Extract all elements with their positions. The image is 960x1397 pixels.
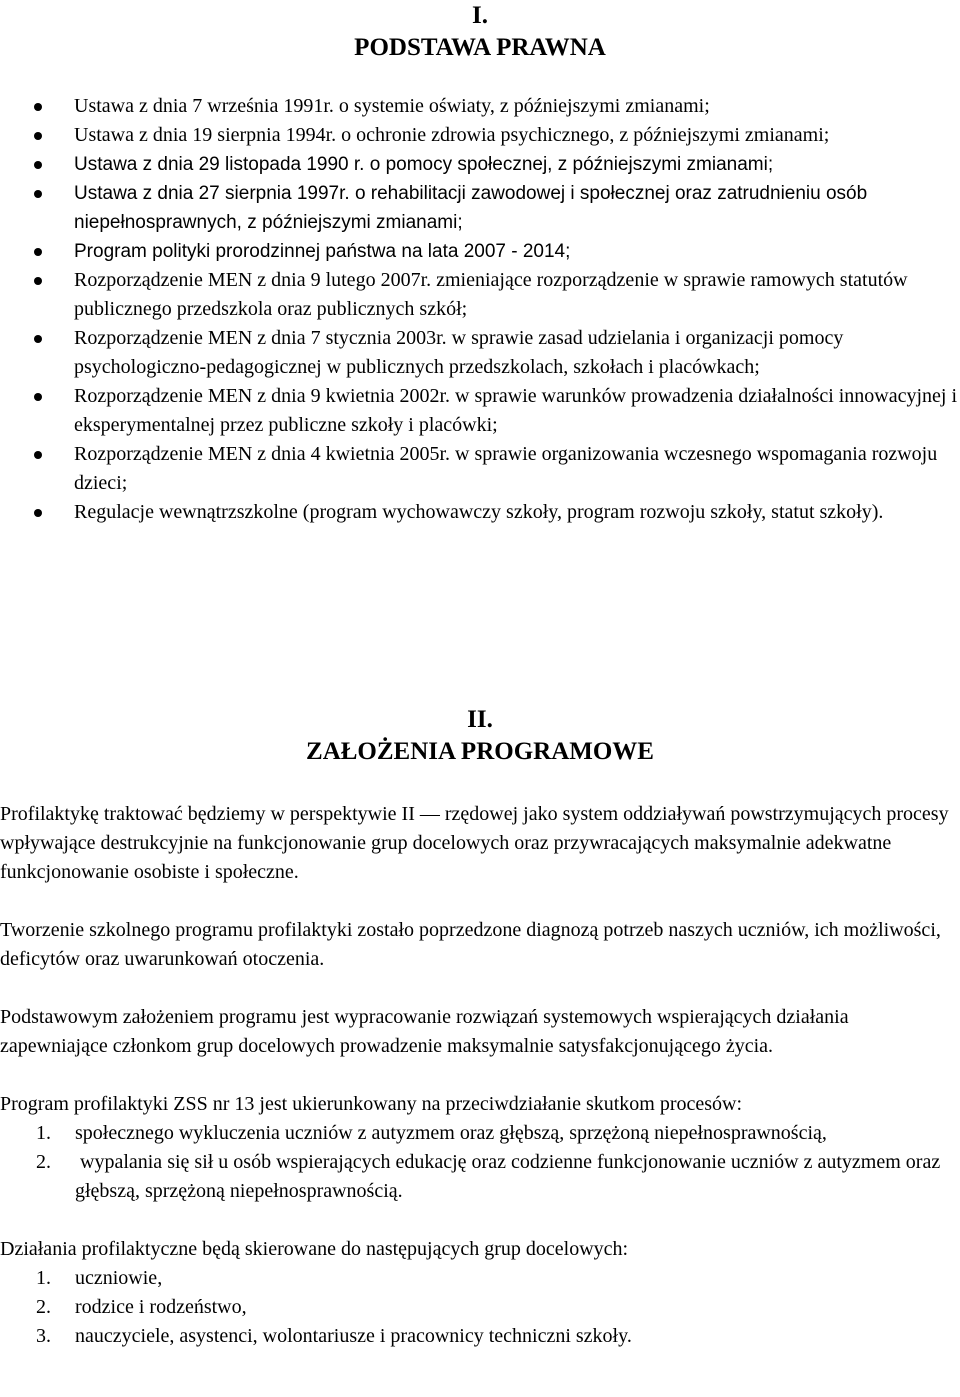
legal-basis-list: [0, 92, 960, 527]
target-groups-list: [0, 1264, 960, 1351]
list-item: Rozporządzenie MEN z dnia 9 lutego 2007r. zmieniające rozporządzenie w sprawie ramowych statutów publicznego przedszkola oraz publicznych szkół;: [0, 266, 960, 324]
bullet-icon: [34, 451, 42, 459]
list-item: Ustawa z dnia 7 września 1991r. o systemie oświaty, z późniejszymi zmianami;: [0, 92, 960, 121]
list-item: Rozporządzenie MEN z dnia 4 kwietnia 2005r. w sprawie organizowania wczesnego wspomagania rozwoju dzieci;: [0, 440, 960, 498]
section-2-body: [0, 800, 960, 1351]
processes-list: [0, 1119, 960, 1206]
list-item: Regulacje wewnątrzszkolne (program wychowawczy szkoły, program rozwoju szkoły, statut szkoły).: [0, 498, 960, 527]
bullet-icon: [34, 277, 42, 285]
paragraph: Tworzenie szkolnego programu profilaktyki zostało poprzedzone diagnozą potrzeb naszych uczniów, ich możliwości, deficytów oraz uwarunkowań otoczenia.: [0, 919, 941, 970]
paragraph: Program profilaktyki ZSS nr 13 jest ukierunkowany na przeciwdziałanie skutkom procesów:: [0, 1093, 743, 1115]
bullet-icon: [34, 190, 42, 198]
paragraph: Działania profilaktyczne będą skierowane do następujących grup docelowych:: [0, 1238, 629, 1260]
section-1-title: PODSTAWA PRAWNA: [354, 34, 606, 61]
list-item: 2. rodzice i rodzeństwo,: [36, 1296, 247, 1318]
bullet-icon: [34, 509, 42, 517]
section-1-heading: [0, 0, 960, 64]
bullet-icon: [34, 161, 42, 169]
bullet-icon: [34, 393, 42, 401]
list-item: 2. wypalania się sił u osób wspierających edukację oraz codzienne funkcjonowanie uczniów z autyzmem oraz głębszą, sprzężoną niepełnosprawnością.: [36, 1151, 946, 1202]
list-item: Rozporządzenie MEN z dnia 9 kwietnia 2002r. w sprawie warunków prowadzenia działalności innowacyjnej i eksperymentalnej przez publiczne szkoły i placówki;: [0, 382, 960, 440]
paragraph: Profilaktykę traktować będziemy w perspektywie II — rzędowej jako system oddziaływań powstrzymujących procesy wpływające destrukcyjnie na funkcjonowanie grup docelowych oraz przywracających maksymalnie adekwatne funkcjonowanie osobiste i społeczne.: [0, 803, 949, 883]
list-item: Program polityki prorodzinnej państwa na lata 2007 - 2014;: [0, 237, 960, 266]
bullet-icon: [34, 248, 42, 256]
bullet-icon: [34, 335, 42, 343]
section-2-number: II.: [467, 706, 493, 733]
list-item: 1. społecznego wykluczenia uczniów z autyzmem oraz głębszą, sprzężoną niepełnosprawnością,: [36, 1122, 827, 1144]
list-item: 3. nauczyciele, asystenci, wolontariusze i pracownicy techniczni szkoły.: [36, 1325, 632, 1347]
paragraph: Podstawowym założeniem programu jest wypracowanie rozwiązań systemowych wspierających działania zapewniające członkom grup docelowych prowadzenie maksymalnie satysfakcjonującego życia.: [0, 1006, 849, 1057]
section-2-title: ZAŁOŻENIA PROGRAMOWE: [306, 738, 654, 765]
bullet-icon: [34, 103, 42, 111]
bullet-icon: [34, 132, 42, 140]
list-item: Ustawa z dnia 29 listopada 1990 r. o pomocy społecznej, z późniejszymi zmianami;: [0, 150, 960, 179]
list-item: 1. uczniowie,: [36, 1267, 163, 1289]
list-item: Rozporządzenie MEN z dnia 7 stycznia 2003r. w sprawie zasad udzielania i organizacji pomocy psychologiczno-pedagogicznej w publicznych przedszkolach, szkołach i placówkach;: [0, 324, 960, 382]
section-1-number: I.: [472, 2, 488, 29]
list-item: Ustawa z dnia 27 sierpnia 1997r. o rehabilitacji zawodowej i społecznej oraz zatrudnieniu osób niepełnosprawnych, z późniejszymi zmianami;: [0, 179, 960, 237]
section-2-heading: [0, 704, 960, 768]
list-item: Ustawa z dnia 19 sierpnia 1994r. o ochronie zdrowia psychicznego, z późniejszymi zmianami;: [0, 121, 960, 150]
